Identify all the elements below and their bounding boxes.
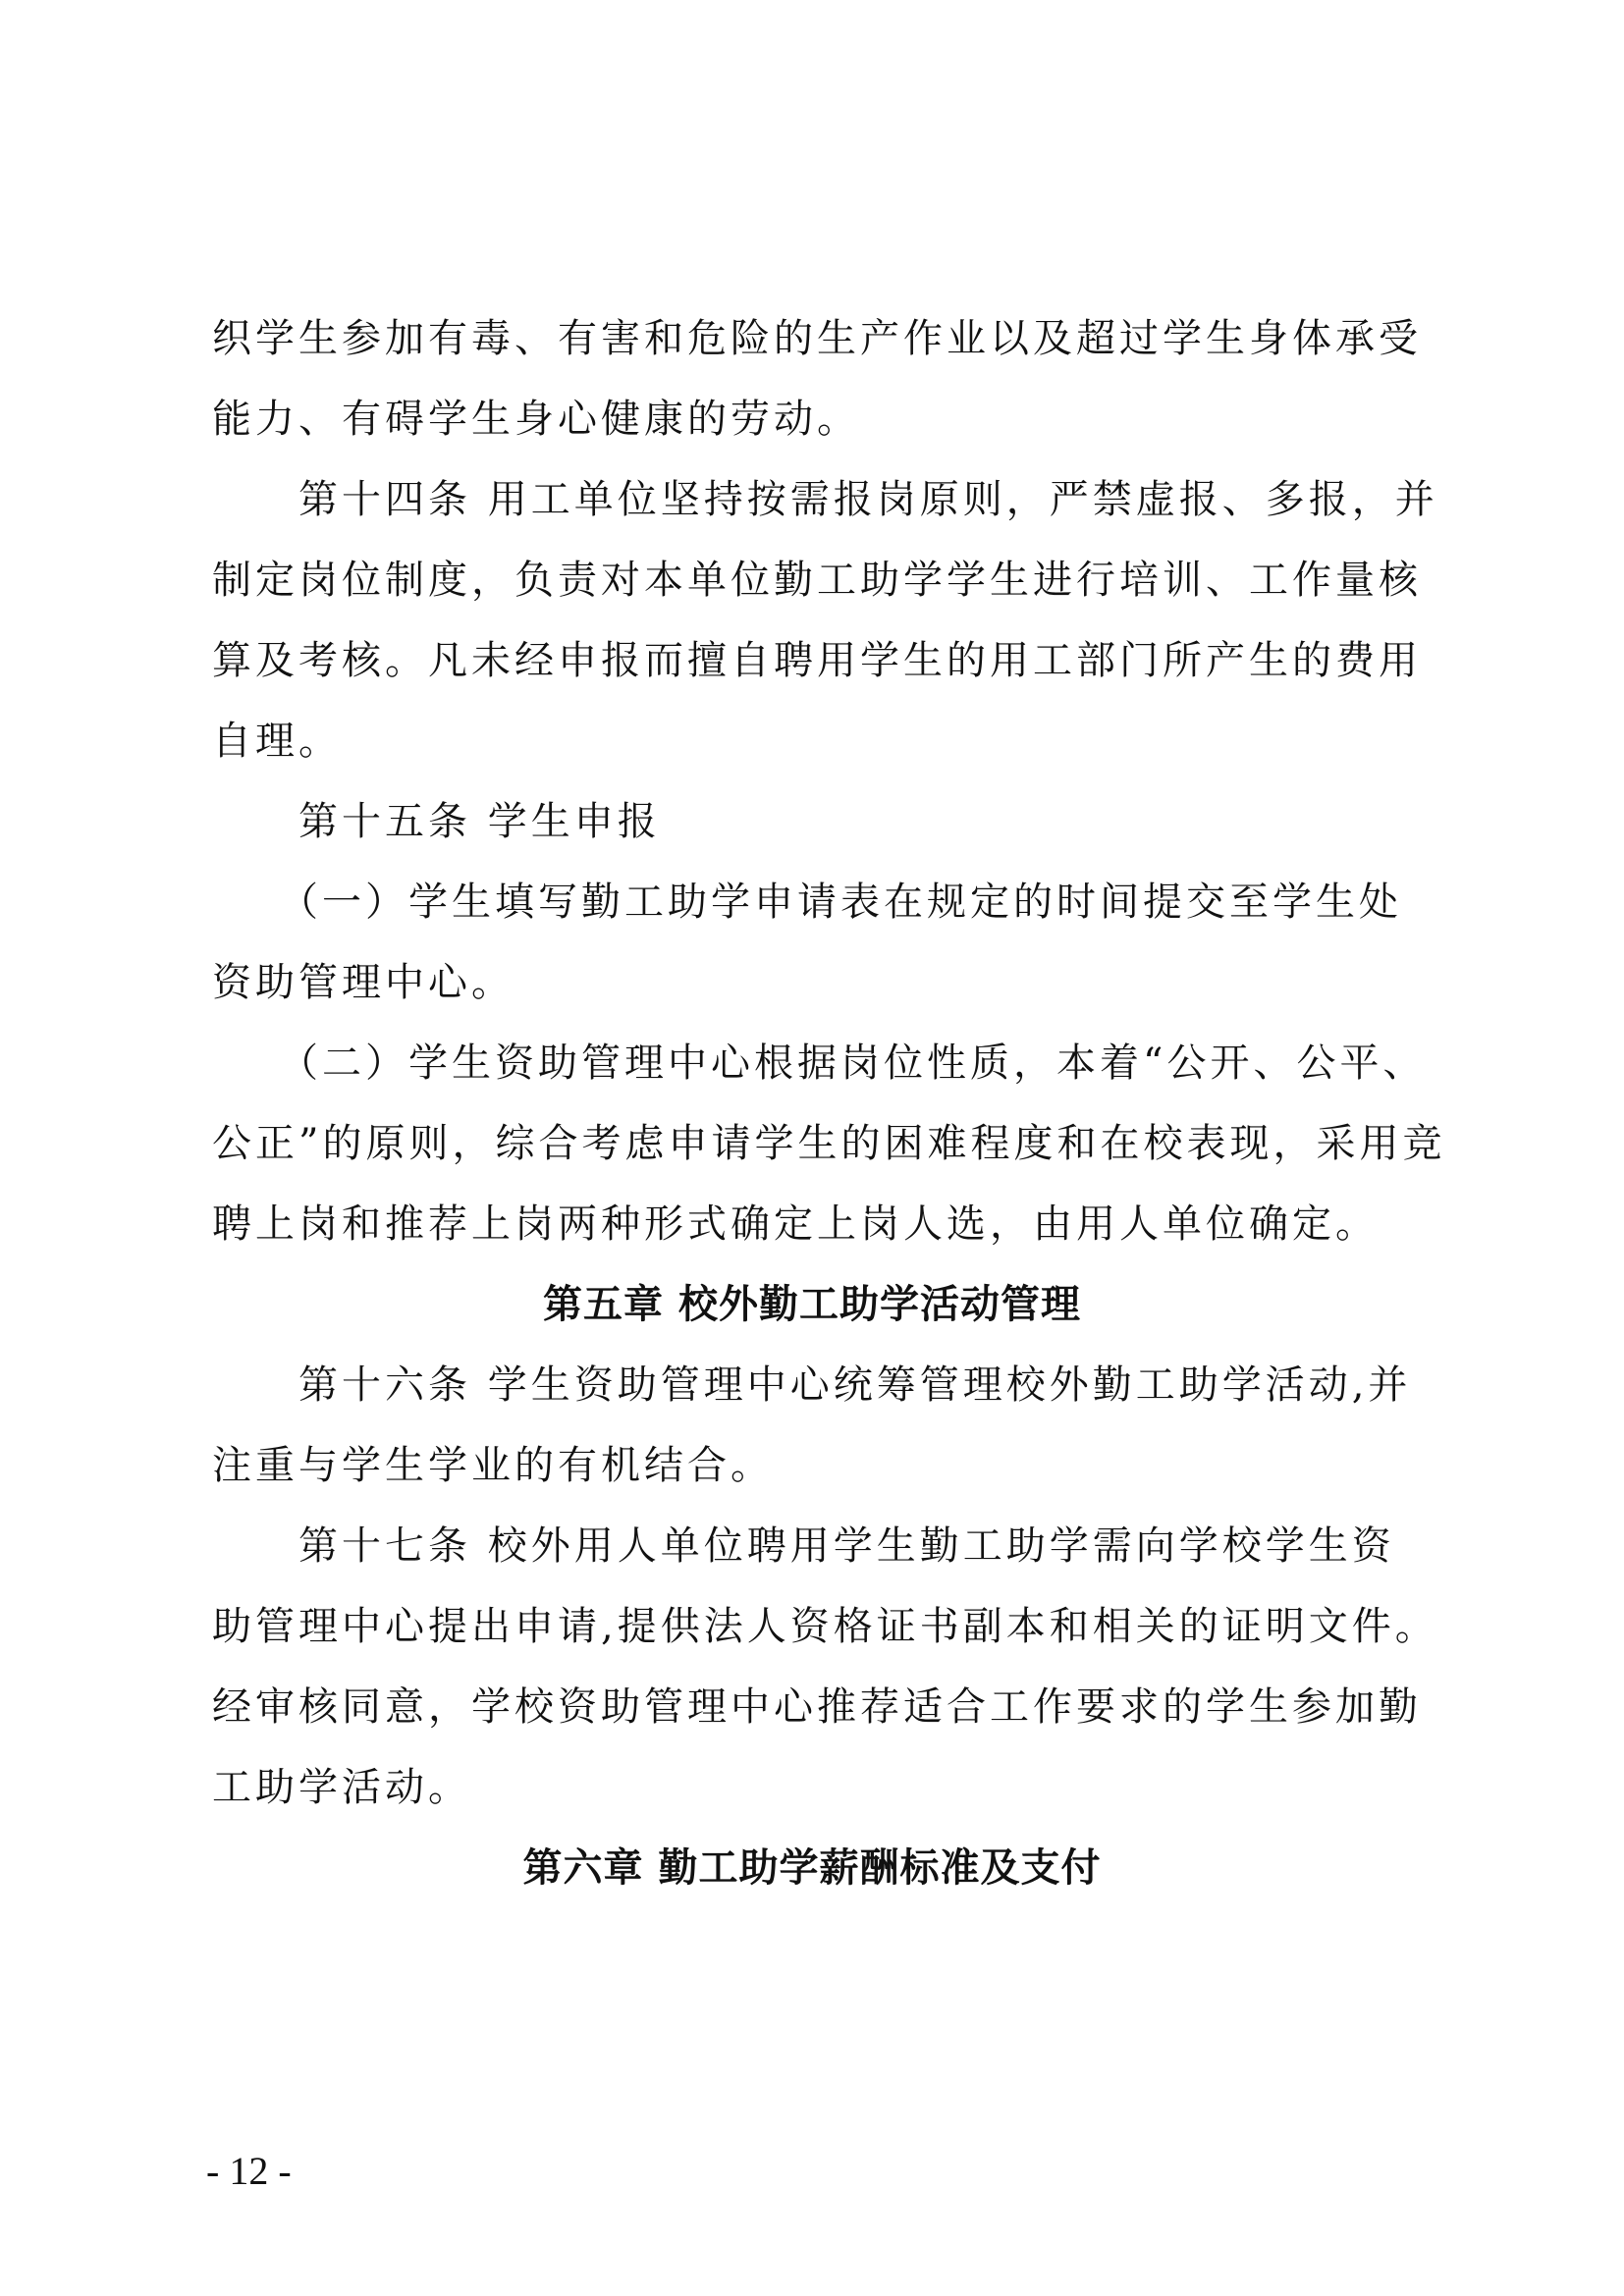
page-number: - 12 - xyxy=(206,2149,292,2193)
body-line: 公正”的原则，综合考虑申请学生的困难程度和在校表现，采用竞 xyxy=(212,1121,1446,1166)
body-line: 经审核同意，学校资助管理中心推荐适合工作要求的学生参加勤 xyxy=(212,1684,1422,1730)
article-17-line: 第十七条 校外用人单位聘用学生勤工助学需向学校学生资 xyxy=(212,1523,1395,1569)
body-line: 制定岗位制度，负责对本单位勤工助学学生进行培训、工作量核 xyxy=(212,558,1422,603)
body-line: 资助管理中心。 xyxy=(212,960,514,1005)
article-15-line: 第十五条 学生申报 xyxy=(212,799,661,844)
chapter-6-heading: 第六章 勤工助学薪酬标准及支付 xyxy=(522,1845,1102,1891)
body-line: 织学生参加有毒、有害和危险的生产作业以及超过学生身体承受 xyxy=(212,316,1422,361)
body-line: 聘上岗和推荐上岗两种形式确定上岗人选，由用人单位确定。 xyxy=(212,1201,1379,1247)
body-line: 能力、有碍学生身心健康的劳动。 xyxy=(212,397,860,442)
article-16-line: 第十六条 学生资助管理中心统筹管理校外勤工助学活动,并 xyxy=(212,1362,1412,1408)
article-14-line: 第十四条 用工单位坚持按需报岗原则，严禁虚报、多报，并 xyxy=(212,477,1438,522)
body-line: 算及考核。凡未经申报而擅自聘用学生的用工部门所产生的费用 xyxy=(212,638,1422,683)
clause-1-line: （一）学生填写勤工助学申请表在规定的时间提交至学生处 xyxy=(212,880,1402,925)
body-line: 自理。 xyxy=(212,719,342,764)
body-line: 工助学活动。 xyxy=(212,1765,471,1810)
body-line: 注重与学生学业的有机结合。 xyxy=(212,1443,774,1488)
chapter-5-heading: 第五章 校外勤工助学活动管理 xyxy=(543,1282,1081,1327)
clause-2-line: （二）学生资助管理中心根据岗位性质，本着“公开、公平、 xyxy=(212,1041,1427,1086)
body-line: 助管理中心提出申请,提供法人资格证书副本和相关的证明文件。 xyxy=(212,1604,1438,1649)
